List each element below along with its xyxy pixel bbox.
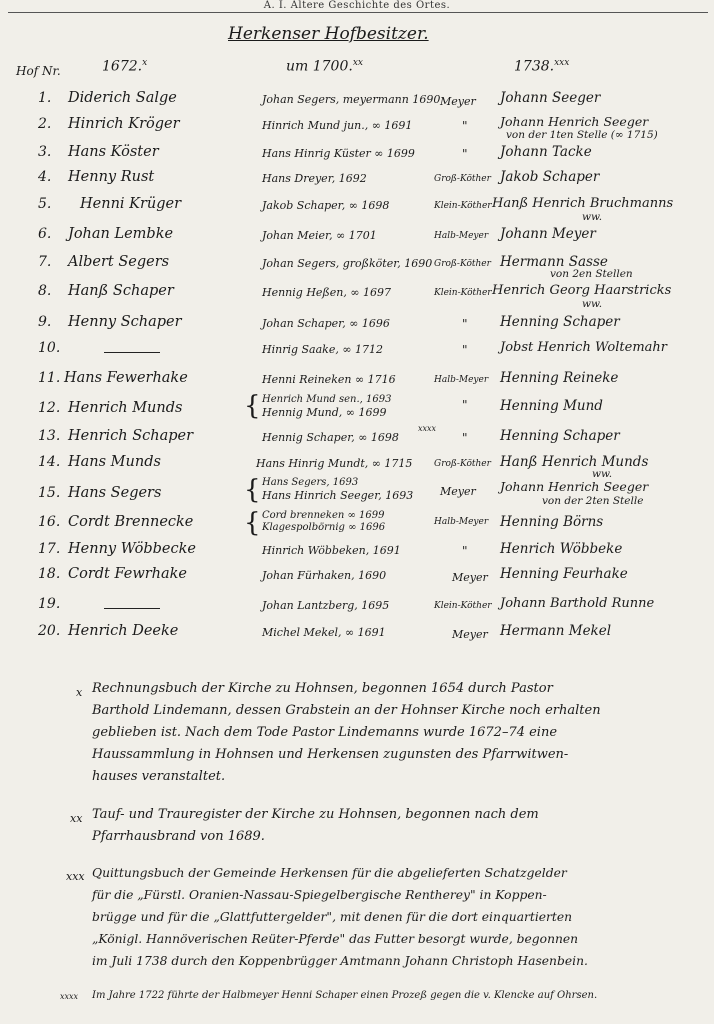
footnote-line: Rechnungsbuch der Kirche zu Hohnsen, begonnen 1654 durch Pastor: [92, 681, 553, 696]
row-number: 3.: [38, 144, 52, 160]
status: ": [462, 317, 468, 331]
footnote-line: brügge und für die „Glattfuttergelder", mit denen für die dort einquartierten: [92, 910, 573, 924]
brace: {: [244, 391, 261, 421]
status: Groß-Köther: [434, 259, 491, 269]
table-row: [0, 596, 714, 620]
footnote-line: „Königl. Hannöverischen Reüter-Pferde" das Futter besorgt wurde, begonnen: [92, 932, 579, 946]
name-1672: Henni Krüger: [80, 196, 182, 212]
col-header-1672: 1672.$^x$: [102, 58, 148, 75]
name-1672: Hans Segers: [68, 485, 162, 501]
name-1700: Hinrig Saake, ∞ 1712: [262, 343, 383, 356]
name-1672: Hanß Schaper: [68, 283, 174, 299]
mark-1700: xxxx: [418, 424, 437, 433]
name-1672: Diderich Salge: [68, 90, 177, 106]
footnote-line: im Juli 1738 durch den Koppenbrügger Amtmann Johann Christoph Hasenbein.: [92, 954, 588, 968]
name-1672: Henrich Munds: [68, 400, 183, 416]
name-1700: Hans Hinrig Küster ∞ 1699: [262, 147, 415, 160]
name-1700: Henni Reineken ∞ 1716: [262, 373, 396, 386]
name-1738: Hanß Henrich Bruchmanns: [492, 196, 674, 211]
status: Halb-Meyer: [434, 231, 489, 241]
table-row: [0, 226, 714, 250]
name-1738: Henning Reineke: [500, 370, 619, 386]
name-1700-second: Hennig Mund, ∞ 1699: [262, 406, 387, 419]
name-1738: Johann Barthold Runne: [500, 596, 655, 611]
status: Halb-Meyer: [434, 517, 489, 527]
name-1700: Hinrich Wöbbeken, 1691: [262, 544, 401, 557]
status: Halb-Meyer: [434, 375, 489, 385]
table-row: [0, 623, 714, 647]
note-1738: ww.: [582, 298, 603, 310]
brace: {: [244, 475, 261, 505]
name-1738: Henrich Georg Haarstricks: [492, 283, 672, 298]
note-1738: von der 2ten Stelle: [542, 495, 644, 507]
row-number: 8.: [38, 283, 52, 299]
status: ": [462, 431, 468, 445]
table-row: [0, 475, 714, 507]
name-1700: Jakob Schaper, ∞ 1698: [262, 199, 390, 212]
footnote-line: Quittungsbuch der Gemeinde Herkensen für die abgelieferten Schatzgelder: [92, 866, 567, 880]
status: Meyer: [452, 628, 488, 641]
table-row: [0, 144, 714, 168]
note-1738: von 2en Stellen: [550, 268, 633, 280]
table-row: [0, 541, 714, 565]
row-number: 18.: [38, 566, 61, 582]
name-1700: Henrich Mund sen., 1693: [262, 394, 392, 405]
status: Meyer: [452, 571, 488, 584]
footnote-line: hauses veranstaltet.: [92, 769, 226, 784]
name-1672: Albert Segers: [68, 254, 170, 270]
name-1738: Hermann Sasse: [500, 254, 608, 270]
name-1738: Jakob Schaper: [500, 169, 600, 185]
footnote: [92, 804, 702, 848]
row-number: 20.: [38, 623, 61, 639]
table-row: [0, 314, 714, 338]
status: ": [462, 119, 468, 133]
name-1700: Hans Segers, 1693: [262, 477, 359, 488]
name-1738: Johann Henrich Seeger: [500, 479, 649, 494]
name-1700: Hennig Schaper, ∞ 1698: [262, 431, 399, 444]
name-1672: Henrich Deeke: [68, 623, 179, 639]
status: Meyer: [440, 485, 476, 498]
status: Groß-Köther: [434, 174, 491, 184]
name-1738: Johann Henrich Seeger: [500, 114, 649, 129]
footnote-mark: x: [76, 686, 83, 699]
col-header-1700: um 1700.$^{xx}$: [286, 58, 363, 75]
status: Groß-Köther: [434, 459, 491, 469]
row-number: 12.: [38, 400, 61, 416]
table-row: [0, 391, 714, 421]
name-1672: Hans Munds: [68, 454, 161, 470]
name-1672: Henrich Schaper: [68, 428, 194, 444]
name-1738: Henning Schaper: [500, 314, 620, 330]
row-number: 13.: [38, 428, 61, 444]
row-number: 15.: [38, 485, 61, 501]
table-row: [0, 566, 714, 590]
name-1672: Johan Lembke: [68, 226, 174, 242]
footnote-line: Pfarrhausbrand von 1689.: [92, 829, 265, 844]
name-1738: Jobst Henrich Woltemahr: [500, 340, 667, 355]
name-1700: Hinrich Mund jun., ∞ 1691: [262, 119, 413, 132]
footnote-mark: xxx: [66, 870, 85, 883]
row-number: 6.: [38, 226, 52, 242]
name-1672: Hans Köster: [68, 144, 159, 160]
status: ": [462, 398, 468, 412]
name-1700: Hennig Heßen, ∞ 1697: [262, 286, 392, 299]
status: ": [462, 147, 468, 161]
col-header-hof: Hof Nr.: [16, 64, 61, 78]
table-title: Herkenser Hofbesitzer.: [228, 24, 429, 44]
footnote-line: geblieben ist. Nach dem Tode Pastor Lindemanns wurde 1672–74 eine: [92, 725, 558, 740]
status: Klein-Köther: [434, 201, 492, 211]
status: ": [462, 343, 468, 357]
row-number: 17.: [38, 541, 61, 557]
name-1738: Henrich Wöbbeke: [500, 541, 623, 557]
name-1700: Johan Schaper, ∞ 1696: [262, 317, 390, 330]
row-number: 11.: [38, 370, 61, 386]
row-number: 16.: [38, 514, 61, 530]
brace: {: [244, 508, 261, 538]
footnote: [92, 678, 702, 788]
note-1738: ww.: [582, 211, 603, 223]
name-1700: Hans Dreyer, 1692: [262, 172, 367, 185]
note-1738: von der 1ten Stelle (∞ 1715): [506, 129, 658, 141]
footnote-mark: xxxx: [60, 992, 79, 1001]
row-number: 4.: [38, 169, 52, 185]
row-number: 1.: [38, 90, 52, 106]
footnote-line: Barthold Lindemann, dessen Grabstein an der Hohnser Kirche noch erhalten: [92, 703, 601, 718]
name-1700: Johan Lantzberg, 1695: [262, 599, 390, 612]
name-1738: Hermann Mekel: [500, 623, 612, 639]
empty-entry-dash: [104, 608, 160, 609]
status: Klein-Köther: [434, 601, 492, 611]
table-row: [0, 116, 714, 140]
row-number: 9.: [38, 314, 52, 330]
row-number: 10.: [38, 340, 61, 356]
name-1738: Johann Seeger: [500, 90, 601, 106]
row-number: 19.: [38, 596, 61, 612]
name-1700: Cord brenneken ∞ 1699: [262, 510, 385, 521]
name-1700-second: Klagespolbörnig ∞ 1696: [262, 522, 386, 533]
name-1672: Hinrich Kröger: [68, 116, 180, 132]
name-1672: Henny Rust: [68, 169, 155, 185]
name-1672: Cordt Fewrhake: [68, 566, 188, 582]
page-header: A. I. Ältere Geschichte des Ortes.: [263, 0, 451, 11]
name-1738: Johann Meyer: [500, 226, 596, 242]
header-rule: [8, 12, 708, 13]
table-row: [0, 340, 714, 364]
footnote-mark: xx: [70, 812, 83, 825]
name-1738: Henning Mund: [500, 398, 603, 414]
table-row: [0, 370, 714, 394]
name-1700: Johan Segers, meyermann 1690: [262, 93, 441, 106]
table-row: [0, 169, 714, 193]
footnote-line: für die „Fürstl. Oranien-Nassau-Spiegelbergische Rentherey" in Koppen-: [92, 888, 547, 902]
name-1700-second: Hans Hinrich Seeger, 1693: [262, 489, 414, 502]
table-row: [0, 424, 714, 452]
status: Klein-Köther: [434, 288, 492, 298]
name-1700: Johan Fürhaken, 1690: [262, 569, 387, 582]
footnote-line: Im Jahre 1722 führte der Halbmeyer Henni Schaper einen Prozeß gegen die v. Klencke auf Ohrsen.: [92, 990, 598, 1001]
footnote-line: Tauf- und Trauregister der Kirche zu Hohnsen, begonnen nach dem: [92, 807, 539, 822]
status: ": [462, 544, 468, 558]
row-number: 7.: [38, 254, 52, 270]
col-header-1738: 1738.$^{xxx}$: [514, 58, 570, 75]
footnote-line: Haussammlung in Hohnsen und Herkensen zugunsten des Pfarrwitwen-: [92, 747, 569, 762]
status: Meyer: [440, 95, 476, 108]
name-1700: Johan Segers, großköter, 1690: [262, 257, 433, 270]
col-mark-1738: xxx: [554, 58, 570, 68]
name-1738: Johann Tacke: [500, 144, 592, 160]
name-1672: Henny Wöbbecke: [68, 541, 196, 557]
table-row: [0, 508, 714, 538]
name-1672: Hans Fewerhake: [64, 370, 188, 386]
name-1738: Henning Feurhake: [500, 566, 628, 582]
row-number: 14.: [38, 454, 61, 470]
table-row: [0, 283, 714, 310]
table-row: [0, 254, 714, 278]
row-number: 5.: [38, 196, 52, 212]
name-1700: Hans Hinrig Mundt, ∞ 1715: [256, 457, 413, 470]
empty-entry-dash: [104, 352, 160, 353]
table-row: [0, 454, 714, 478]
name-1738: Henning Schaper: [500, 428, 620, 444]
row-number: 2.: [38, 116, 52, 132]
col-mark-1672: x: [142, 58, 148, 68]
name-1700: Michel Mekel, ∞ 1691: [262, 626, 386, 639]
name-1672: Cordt Brennecke: [68, 514, 194, 530]
name-1700: Johan Meier, ∞ 1701: [262, 229, 377, 242]
table-row: [0, 196, 714, 223]
table-row: [0, 90, 714, 114]
name-1738: Henning Börns: [500, 514, 604, 530]
col-mark-1700: xx: [352, 58, 363, 68]
note-1738: ww.: [592, 468, 613, 480]
name-1672: Henny Schaper: [68, 314, 182, 330]
name-1738: Hanß Henrich Munds: [500, 454, 649, 470]
footnote: [92, 862, 702, 972]
